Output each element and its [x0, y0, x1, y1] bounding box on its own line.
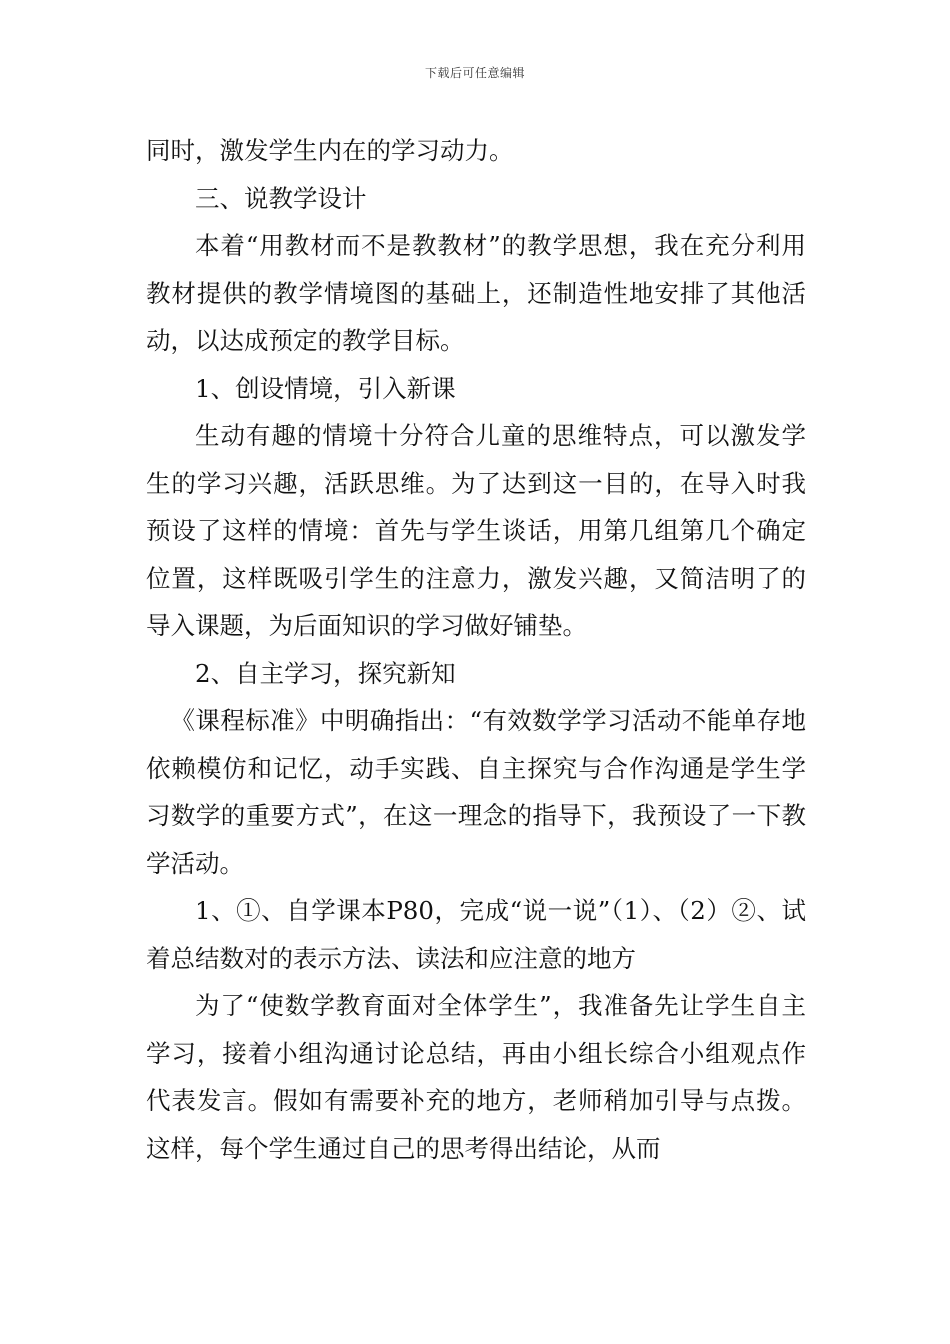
section-heading-teaching-design: 三、说教学设计 [195, 183, 367, 213]
paragraph-self-study-tasks: 1、①、自学课本P80，完成“说一说”（1）、（2）②、试着总结数对的表示方法、读法和应注意的地方 [146, 896, 806, 973]
subheading-self-study: 2、自主学习，探究新知 [195, 658, 456, 688]
paragraph-group-learning: 为了“使数学教育面对全体学生”，我准备先让学生自主学习，接着小组沟通讨论总结，再由小组长综合小组观点作代表发言。假如有需要补充的地方，老师稍加引导与点拨。这样，每个学生通过自己的思考得出结论，从而 [146, 991, 806, 1163]
paragraph-teaching-philosophy: 本着“用教材而不是教教材”的教学思想，我在充分利用教材提供的教学情境图的基础上，还制造性地安排了其他活动，以达成预定的教学目标。 [146, 231, 806, 355]
body-text [146, 127, 806, 1172]
page-header: 下载后可任意编辑 [424, 66, 525, 80]
paragraph-curriculum-standard: 《课程标准》中明确指出：“有效数学学习活动不能单存地依赖模仿和记忆，动手实践、自主探究与合作沟通是学生学习数学的重要方式”，在这一理念的指导下，我预设了一下教学活动。 [146, 706, 806, 878]
paragraph-situation-intro: 生动有趣的情境十分符合儿童的思维特点，可以激发学生的学习兴趣，活跃思维。为了达到这一目的，在导入时我预设了这样的情境：首先与学生谈话，用第几组第几个确定位置，这样既吸引学生的注意力，激发兴趣，又简洁明了的导入课题，为后面知识的学习做好铺垫。 [146, 421, 806, 640]
subheading-create-situation: 1、创设情境，引入新课 [195, 373, 456, 403]
paragraph-continuation: 同时，激发学生内在的学习动力。 [146, 136, 514, 165]
